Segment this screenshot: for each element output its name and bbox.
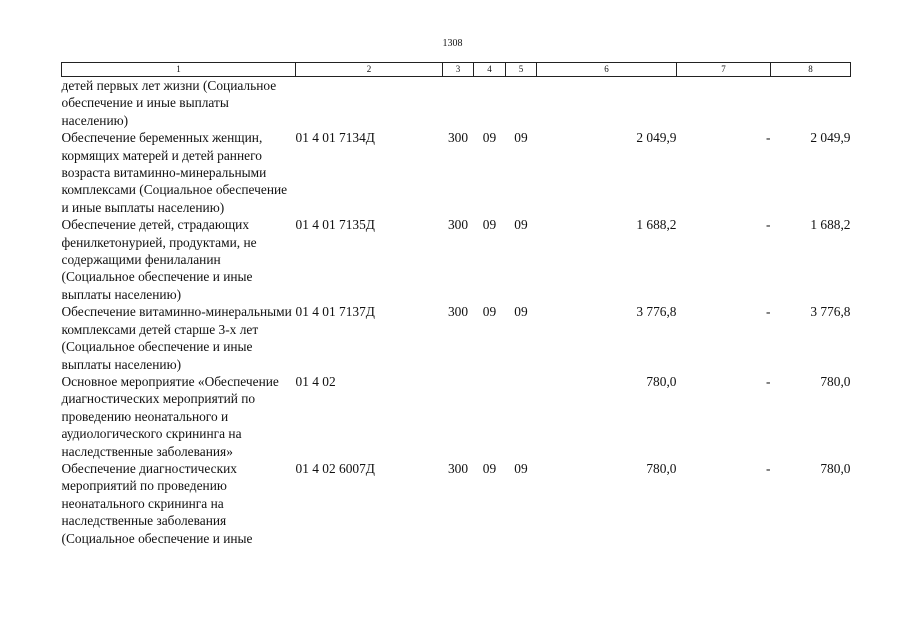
row-expense-type: 300 <box>447 460 469 476</box>
row-code <box>296 77 443 130</box>
row-federal-amount <box>677 77 771 130</box>
row-federal-amount: - <box>766 130 771 146</box>
column-number-header: 3 <box>443 63 474 77</box>
table-row <box>62 77 851 130</box>
row-amount: 1 688,2 <box>636 217 677 233</box>
row-total-amount: 1 688,2 <box>810 217 851 233</box>
row-federal-amount: - <box>766 460 771 476</box>
row-expense-type <box>443 77 474 130</box>
table-row <box>62 303 851 373</box>
row-name: детей первых лет жизни (Социальное обеспечение и иные выплаты населению) <box>61 78 277 128</box>
page-number: 1308 <box>442 38 463 49</box>
row-amount: 2 049,9 <box>636 130 677 146</box>
row-section <box>474 77 506 130</box>
row-subsection <box>506 77 537 130</box>
row-code: 01 4 01 7137Д <box>295 304 375 320</box>
table-row <box>62 373 851 460</box>
row-subsection: 09 <box>514 460 528 476</box>
row-subsection: 09 <box>514 130 528 146</box>
row-code: 01 4 01 7134Д <box>295 130 375 146</box>
row-total-amount: 2 049,9 <box>810 130 851 146</box>
row-federal-amount: - <box>766 304 771 320</box>
column-number-header: 2 <box>296 63 443 77</box>
column-number-header: 6 <box>537 63 677 77</box>
row-subsection <box>506 373 537 460</box>
row-code: 01 4 01 7135Д <box>295 217 375 233</box>
row-total-amount: 780,0 <box>820 460 851 476</box>
row-section: 09 <box>482 304 497 320</box>
row-amount <box>537 77 677 130</box>
column-number-header: 8 <box>771 63 851 77</box>
row-total-amount: 780,0 <box>820 373 851 389</box>
row-expense-type <box>443 373 474 460</box>
row-total-amount: 3 776,8 <box>810 304 851 320</box>
row-federal-amount: - <box>766 217 771 233</box>
row-amount: 780,0 <box>646 373 677 389</box>
row-section: 09 <box>482 460 497 476</box>
column-number-header: 7 <box>677 63 771 77</box>
row-section: 09 <box>482 130 497 146</box>
row-subsection: 09 <box>514 304 528 320</box>
row-section <box>474 373 506 460</box>
table-row <box>62 460 851 547</box>
table-row <box>62 216 851 303</box>
row-name: Обеспечение беременных женщин, кормящих матерей и детей раннего возраста витаминно-минеральными комплексами (Социальное обеспечение и иные выплаты населению) <box>61 130 288 215</box>
table-row <box>62 129 851 216</box>
row-federal-amount: - <box>766 373 771 389</box>
row-name: Обеспечение витаминно-минеральными комплексами детей старше 3-х лет (Социальное обеспечение и иные выплаты населению) <box>61 304 292 372</box>
row-name: Обеспечение диагностических мероприятий по проведению неонатального скрининга на наследственные заболевания (Социальное обеспечение и иные <box>61 460 253 546</box>
column-number-header: 5 <box>506 63 537 77</box>
row-code: 01 4 02 <box>295 373 336 389</box>
column-number-header: 4 <box>474 63 506 77</box>
row-code: 01 4 02 6007Д <box>295 460 375 476</box>
row-amount: 780,0 <box>646 460 677 476</box>
row-name: Обеспечение детей, страдающих фенилкетонурией, продуктами, не содержащими фенилаланин (Социальное обеспечение и иные выплаты населению) <box>61 217 257 302</box>
row-subsection: 09 <box>514 217 528 233</box>
row-expense-type: 300 <box>447 217 469 233</box>
column-number-header: 1 <box>62 63 296 77</box>
row-total-amount <box>771 77 851 130</box>
row-section: 09 <box>482 217 497 233</box>
row-amount: 3 776,8 <box>636 304 677 320</box>
column-number-row <box>62 63 851 77</box>
budget-table <box>61 62 851 547</box>
row-name: Основное мероприятие «Обеспечение диагностических мероприятий по проведению неонатального и аудиологического скрининга на наследственные заболевания» <box>61 373 279 459</box>
row-expense-type: 300 <box>447 304 469 320</box>
row-expense-type: 300 <box>447 130 469 146</box>
